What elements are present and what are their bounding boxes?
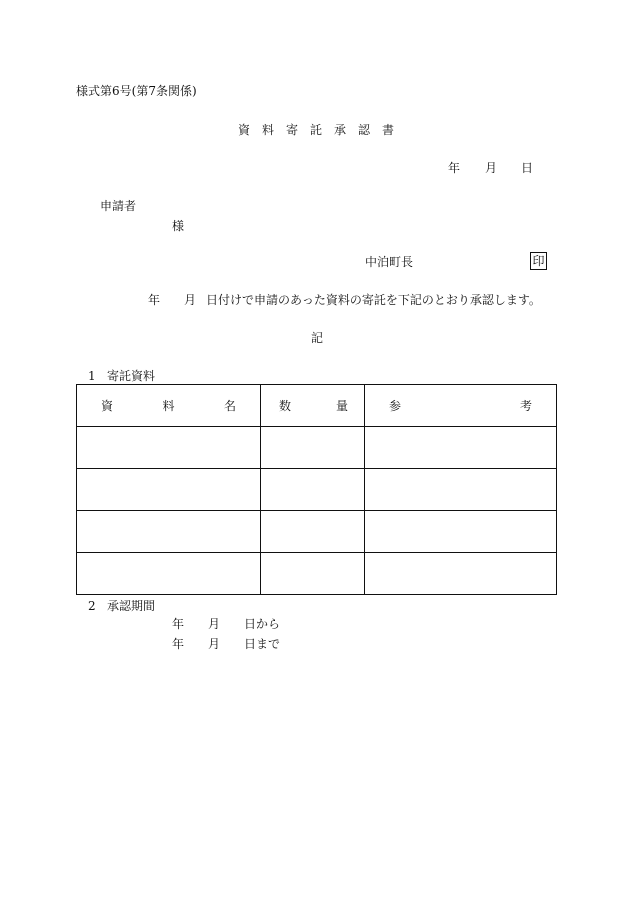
from-month: 月 (208, 617, 221, 631)
statement-year: 年 (148, 293, 161, 307)
header-quantity (261, 385, 365, 427)
header-char: 数 (279, 399, 292, 413)
remarks-cell (365, 469, 557, 511)
table-row (77, 469, 557, 511)
applicant-label: 申請者 (100, 199, 137, 213)
remarks-cell (365, 511, 557, 553)
to-month: 月 (208, 637, 221, 651)
material-name-cell (77, 511, 261, 553)
seal-mark: 印 (530, 252, 547, 270)
section2-number: 2 (88, 599, 96, 613)
to-day-suffix: 日まで (244, 637, 281, 651)
quantity-cell (261, 427, 365, 469)
table-row (77, 553, 557, 595)
to-year: 年 (172, 637, 185, 651)
record-mark: 記 (311, 331, 324, 345)
header-remarks (365, 385, 557, 427)
applicant-honorific: 様 (172, 219, 185, 233)
remarks-cell (365, 427, 557, 469)
issue-year: 年 (448, 161, 461, 175)
section1-label: 寄託資料 (107, 369, 156, 383)
material-name-cell (77, 427, 261, 469)
statement-text: 日付けで申請のあった資料の寄託を下記のとおり承認します。 (206, 293, 541, 307)
remarks-cell (365, 553, 557, 595)
statement-month: 月 (184, 293, 197, 307)
section1-number: 1 (88, 369, 96, 383)
mayor-title: 中泊町長 (365, 255, 414, 269)
issue-day: 日 (521, 161, 534, 175)
section2-label: 承認期間 (107, 599, 156, 613)
header-char: 資 (101, 399, 114, 413)
header-char: 料 (162, 399, 175, 413)
document-title: 資料寄託承認書 (238, 123, 407, 137)
quantity-cell (261, 469, 365, 511)
table-row (77, 511, 557, 553)
header-char: 考 (519, 399, 532, 413)
quantity-cell (261, 553, 365, 595)
header-char: 参 (389, 399, 402, 413)
header-char: 名 (223, 399, 236, 413)
header-material-name (77, 385, 261, 427)
issue-month: 月 (485, 161, 498, 175)
quantity-cell (261, 511, 365, 553)
materials-table (76, 384, 557, 595)
from-year: 年 (172, 617, 185, 631)
form-number: 様式第6号(第7条関係) (76, 84, 197, 98)
material-name-cell (77, 553, 261, 595)
table-row (77, 427, 557, 469)
header-char: 量 (335, 399, 348, 413)
material-name-cell (77, 469, 261, 511)
table-header-row (77, 385, 557, 427)
from-day-suffix: 日から (244, 617, 281, 631)
